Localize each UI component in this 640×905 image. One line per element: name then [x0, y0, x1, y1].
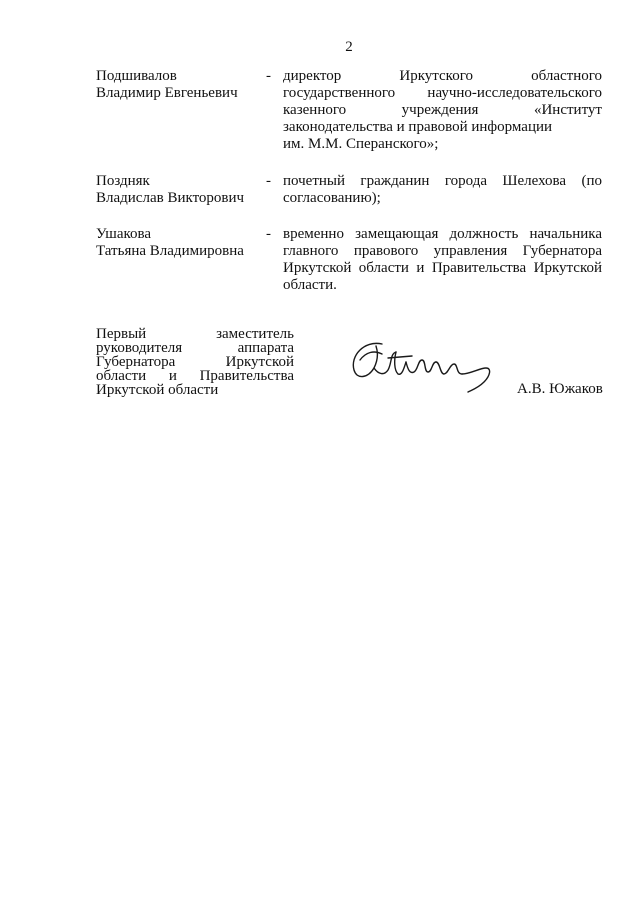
- position-line: почетный гражданин города Шелехова (по: [283, 173, 602, 189]
- member-position: [283, 173, 602, 207]
- position-line: казенного учреждения «Институт: [283, 102, 602, 118]
- signer-title-line: Первый заместитель: [96, 326, 294, 342]
- position-line: согласованию);: [283, 190, 381, 206]
- signer-title: [96, 327, 294, 397]
- member-name: [96, 173, 261, 207]
- member-given-names: Татьяна Владимировна: [96, 243, 244, 259]
- signer-title-line: руководителя аппарата: [96, 340, 294, 356]
- entry-dash: -: [266, 226, 271, 242]
- entry-dash: -: [266, 68, 271, 84]
- page-number: 2: [345, 39, 353, 55]
- position-line: законодательства и правовой информации: [283, 119, 553, 135]
- member-surname: Подшивалов: [96, 68, 177, 84]
- signer-title-line: Иркутской области: [96, 382, 219, 398]
- entry-dash: -: [266, 173, 271, 189]
- signer-name: А.В. Южаков: [517, 381, 603, 397]
- member-surname: Поздняк: [96, 173, 150, 189]
- position-line: Иркутской области и Правительства Иркутской: [283, 260, 602, 276]
- member-position: [283, 68, 602, 153]
- member-name: [96, 226, 261, 260]
- member-surname: Ушакова: [96, 226, 152, 242]
- position-line: государственного научно-исследовательского: [283, 85, 602, 101]
- position-line: главного правового управления Губернатора: [283, 243, 602, 259]
- member-given-names: Владислав Викторович: [96, 190, 245, 206]
- signer-title-line: Губернатора Иркутской: [96, 354, 294, 370]
- position-line: директор Иркутского областного: [283, 68, 602, 84]
- member-name: [96, 68, 261, 102]
- position-line: им. М.М. Сперанского»;: [283, 136, 439, 152]
- member-position: [283, 226, 602, 294]
- member-given-names: Владимир Евгеньевич: [96, 85, 238, 101]
- position-line: области.: [283, 277, 337, 293]
- handwritten-signature: [344, 330, 504, 400]
- position-line: временно замещающая должность начальника: [283, 226, 602, 242]
- signer-title-line: области и Правительства: [96, 368, 294, 384]
